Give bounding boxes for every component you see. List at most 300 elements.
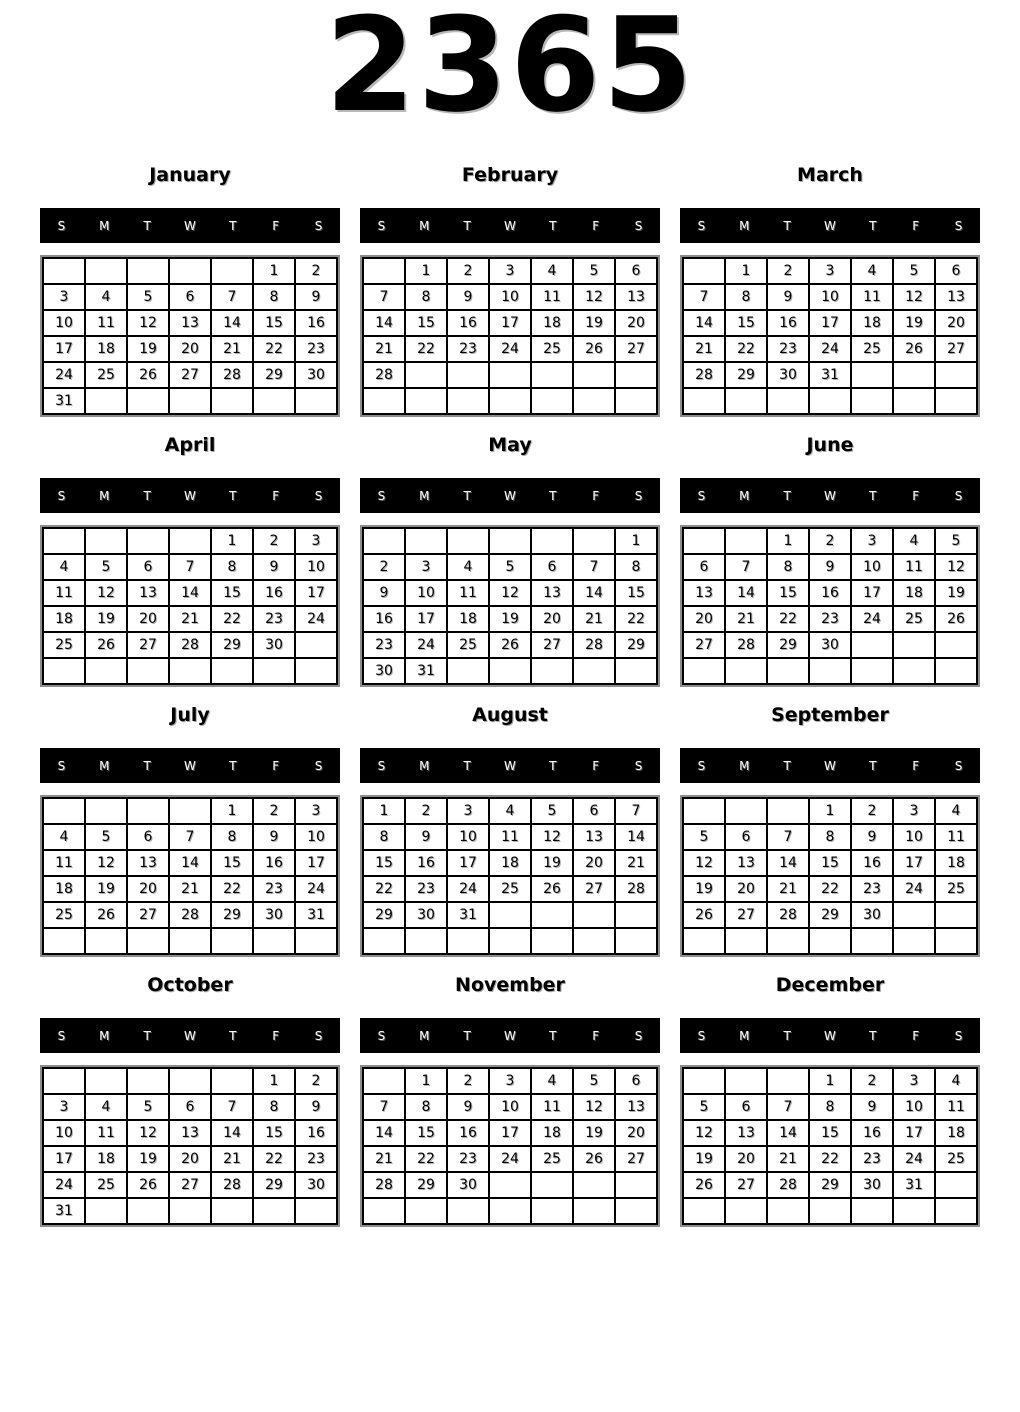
day-cell: 22 xyxy=(615,606,657,632)
empty-day-cell xyxy=(169,658,211,684)
empty-day-cell xyxy=(127,388,169,414)
empty-day-cell xyxy=(85,528,127,554)
day-cell: 10 xyxy=(43,310,85,336)
day-cell: 18 xyxy=(893,580,935,606)
empty-day-cell xyxy=(363,258,405,284)
empty-day-cell xyxy=(851,362,893,388)
day-cell: 28 xyxy=(725,632,767,658)
day-cell: 11 xyxy=(43,850,85,876)
day-cell: 12 xyxy=(893,284,935,310)
week-row xyxy=(683,580,977,606)
day-cell: 24 xyxy=(295,876,337,902)
dow-label: T xyxy=(463,488,471,503)
dow-label: T xyxy=(143,758,151,773)
day-cell: 13 xyxy=(935,284,977,310)
empty-day-cell xyxy=(725,658,767,684)
day-cell: 16 xyxy=(447,1120,489,1146)
empty-day-cell xyxy=(43,798,85,824)
day-cell: 27 xyxy=(531,632,573,658)
day-cell: 2 xyxy=(363,554,405,580)
day-cell: 18 xyxy=(43,876,85,902)
day-cell: 24 xyxy=(893,1146,935,1172)
month-table-outline xyxy=(360,255,660,417)
empty-day-cell xyxy=(893,902,935,928)
month-table-outline xyxy=(680,795,980,957)
day-cell: 23 xyxy=(767,336,809,362)
week-row xyxy=(363,928,657,954)
day-cell: 17 xyxy=(43,1146,85,1172)
day-cell: 5 xyxy=(683,1094,725,1120)
day-cell: 10 xyxy=(893,824,935,850)
empty-day-cell xyxy=(405,928,447,954)
week-row xyxy=(43,388,337,414)
day-cell: 24 xyxy=(893,876,935,902)
empty-day-cell xyxy=(809,658,851,684)
day-cell: 12 xyxy=(573,284,615,310)
day-cell: 22 xyxy=(767,606,809,632)
day-cell: 23 xyxy=(363,632,405,658)
day-cell: 2 xyxy=(809,528,851,554)
week-row xyxy=(683,1068,977,1094)
empty-day-cell xyxy=(405,1198,447,1224)
day-cell: 24 xyxy=(447,876,489,902)
week-row xyxy=(43,902,337,928)
day-cell: 17 xyxy=(295,580,337,606)
empty-day-cell xyxy=(851,658,893,684)
empty-day-cell xyxy=(253,658,295,684)
empty-day-cell xyxy=(253,388,295,414)
day-cell: 6 xyxy=(531,554,573,580)
dow-label: T xyxy=(549,218,557,233)
empty-day-cell xyxy=(127,658,169,684)
day-cell: 1 xyxy=(725,258,767,284)
empty-day-cell xyxy=(43,1068,85,1094)
day-cell: 1 xyxy=(809,1068,851,1094)
day-cell: 26 xyxy=(127,1172,169,1198)
week-row xyxy=(363,876,657,902)
dow-label: M xyxy=(99,1028,110,1043)
day-cell: 30 xyxy=(809,632,851,658)
day-cell: 25 xyxy=(43,902,85,928)
empty-day-cell xyxy=(489,928,531,954)
day-cell: 4 xyxy=(935,798,977,824)
dow-label: M xyxy=(419,758,430,773)
day-cell: 26 xyxy=(893,336,935,362)
day-cell: 26 xyxy=(127,362,169,388)
dow-label: M xyxy=(739,1028,750,1043)
day-cell: 9 xyxy=(295,1094,337,1120)
month-title: November xyxy=(455,974,565,996)
month-day-grid xyxy=(362,257,658,415)
dow-label: S xyxy=(314,218,323,233)
empty-day-cell xyxy=(43,528,85,554)
day-cell: 17 xyxy=(295,850,337,876)
month-day-grid xyxy=(362,797,658,955)
day-cell: 23 xyxy=(295,336,337,362)
day-cell: 13 xyxy=(725,1120,767,1146)
month-table-outline xyxy=(680,525,980,687)
empty-day-cell xyxy=(683,528,725,554)
week-row xyxy=(43,336,337,362)
month-table-outline xyxy=(680,255,980,417)
dow-label: M xyxy=(99,488,110,503)
day-cell: 28 xyxy=(767,902,809,928)
empty-day-cell xyxy=(447,388,489,414)
dow-label: M xyxy=(419,488,430,503)
week-row xyxy=(43,1094,337,1120)
day-cell: 4 xyxy=(531,258,573,284)
week-row xyxy=(363,658,657,684)
day-cell: 4 xyxy=(43,554,85,580)
dow-label: T xyxy=(783,218,791,233)
empty-day-cell xyxy=(43,258,85,284)
dow-label: W xyxy=(184,758,196,773)
dow-label: S xyxy=(377,1028,386,1043)
empty-day-cell xyxy=(295,632,337,658)
empty-day-cell xyxy=(211,388,253,414)
day-cell: 2 xyxy=(447,258,489,284)
day-cell: 19 xyxy=(893,310,935,336)
empty-day-cell xyxy=(851,632,893,658)
day-cell: 23 xyxy=(447,1146,489,1172)
day-cell: 2 xyxy=(295,258,337,284)
day-cell: 19 xyxy=(683,876,725,902)
empty-day-cell xyxy=(767,1198,809,1224)
day-cell: 6 xyxy=(573,798,615,824)
day-cell: 7 xyxy=(363,284,405,310)
day-cell: 5 xyxy=(573,258,615,284)
day-cell: 21 xyxy=(767,876,809,902)
day-cell: 12 xyxy=(85,850,127,876)
day-cell: 18 xyxy=(489,850,531,876)
day-cell: 11 xyxy=(935,824,977,850)
empty-day-cell xyxy=(615,658,657,684)
day-cell: 14 xyxy=(363,1120,405,1146)
dow-label: T xyxy=(143,1028,151,1043)
day-cell: 4 xyxy=(447,554,489,580)
day-cell: 24 xyxy=(295,606,337,632)
day-cell: 25 xyxy=(893,606,935,632)
week-row xyxy=(43,554,337,580)
week-row xyxy=(683,1120,977,1146)
day-cell: 26 xyxy=(683,1172,725,1198)
day-cell: 26 xyxy=(85,902,127,928)
day-cell: 18 xyxy=(85,1146,127,1172)
day-cell: 27 xyxy=(615,336,657,362)
empty-day-cell xyxy=(573,902,615,928)
empty-day-cell xyxy=(809,1198,851,1224)
day-cell: 19 xyxy=(531,850,573,876)
day-cell: 29 xyxy=(725,362,767,388)
day-cell: 3 xyxy=(489,1068,531,1094)
day-cell: 26 xyxy=(573,336,615,362)
day-cell: 29 xyxy=(809,902,851,928)
dow-label: T xyxy=(463,218,471,233)
week-row xyxy=(683,824,977,850)
week-row xyxy=(683,1146,977,1172)
week-row xyxy=(363,1094,657,1120)
day-cell: 20 xyxy=(573,850,615,876)
day-cell: 24 xyxy=(851,606,893,632)
week-row xyxy=(683,632,977,658)
week-row xyxy=(43,1172,337,1198)
dow-bar xyxy=(40,748,340,783)
day-cell: 25 xyxy=(935,1146,977,1172)
week-row xyxy=(363,336,657,362)
dow-label: S xyxy=(697,758,706,773)
empty-day-cell xyxy=(935,362,977,388)
day-cell: 18 xyxy=(531,310,573,336)
day-cell: 9 xyxy=(295,284,337,310)
day-cell: 15 xyxy=(767,580,809,606)
dow-label: M xyxy=(739,488,750,503)
week-row xyxy=(683,928,977,954)
week-row xyxy=(43,632,337,658)
dow-label: S xyxy=(634,218,643,233)
empty-day-cell xyxy=(573,1172,615,1198)
day-cell: 26 xyxy=(935,606,977,632)
empty-day-cell xyxy=(363,528,405,554)
empty-day-cell xyxy=(767,388,809,414)
empty-day-cell xyxy=(169,1198,211,1224)
day-cell: 31 xyxy=(43,388,85,414)
day-cell: 7 xyxy=(615,798,657,824)
month-day-grid xyxy=(42,797,338,955)
empty-day-cell xyxy=(531,1198,573,1224)
dow-bar xyxy=(680,1018,980,1053)
dow-label: W xyxy=(824,758,836,773)
week-row xyxy=(683,850,977,876)
empty-day-cell xyxy=(169,388,211,414)
day-cell: 28 xyxy=(169,902,211,928)
week-row xyxy=(683,528,977,554)
dow-label: W xyxy=(184,488,196,503)
day-cell: 20 xyxy=(531,606,573,632)
empty-day-cell xyxy=(489,902,531,928)
day-cell: 30 xyxy=(363,658,405,684)
dow-label: F xyxy=(912,218,920,233)
day-cell: 8 xyxy=(253,284,295,310)
day-cell: 22 xyxy=(363,876,405,902)
day-cell: 26 xyxy=(85,632,127,658)
empty-day-cell xyxy=(169,798,211,824)
day-cell: 11 xyxy=(447,580,489,606)
dow-bar xyxy=(360,478,660,513)
month-block xyxy=(680,695,980,957)
day-cell: 30 xyxy=(767,362,809,388)
day-cell: 25 xyxy=(489,876,531,902)
day-cell: 8 xyxy=(405,284,447,310)
day-cell: 1 xyxy=(405,258,447,284)
month-title: September xyxy=(771,704,889,726)
week-row xyxy=(363,632,657,658)
day-cell: 19 xyxy=(85,876,127,902)
day-cell: 16 xyxy=(363,606,405,632)
dow-label: S xyxy=(697,488,706,503)
day-cell: 9 xyxy=(253,824,295,850)
empty-day-cell xyxy=(295,928,337,954)
empty-day-cell xyxy=(295,658,337,684)
empty-day-cell xyxy=(489,528,531,554)
week-row xyxy=(43,606,337,632)
day-cell: 22 xyxy=(211,876,253,902)
dow-label: T xyxy=(549,488,557,503)
day-cell: 31 xyxy=(893,1172,935,1198)
week-row xyxy=(363,310,657,336)
day-cell: 9 xyxy=(447,1094,489,1120)
day-cell: 3 xyxy=(489,258,531,284)
week-row xyxy=(683,606,977,632)
day-cell: 18 xyxy=(447,606,489,632)
empty-day-cell xyxy=(405,362,447,388)
day-cell: 1 xyxy=(615,528,657,554)
dow-label: S xyxy=(314,488,323,503)
day-cell: 5 xyxy=(893,258,935,284)
day-cell: 11 xyxy=(489,824,531,850)
day-cell: 30 xyxy=(851,1172,893,1198)
dow-label: T xyxy=(869,758,877,773)
day-cell: 21 xyxy=(573,606,615,632)
empty-day-cell xyxy=(683,798,725,824)
day-cell: 6 xyxy=(725,824,767,850)
week-row xyxy=(683,284,977,310)
empty-day-cell xyxy=(447,528,489,554)
empty-day-cell xyxy=(447,1198,489,1224)
day-cell: 13 xyxy=(573,824,615,850)
week-row xyxy=(683,1094,977,1120)
empty-day-cell xyxy=(615,902,657,928)
dow-label: T xyxy=(229,218,237,233)
day-cell: 29 xyxy=(767,632,809,658)
day-cell: 27 xyxy=(683,632,725,658)
empty-day-cell xyxy=(767,1068,809,1094)
day-cell: 27 xyxy=(935,336,977,362)
day-cell: 9 xyxy=(851,1094,893,1120)
week-row xyxy=(363,824,657,850)
empty-day-cell xyxy=(809,388,851,414)
day-cell: 14 xyxy=(363,310,405,336)
day-cell: 27 xyxy=(127,902,169,928)
day-cell: 17 xyxy=(43,336,85,362)
day-cell: 11 xyxy=(851,284,893,310)
day-cell: 10 xyxy=(489,284,531,310)
week-row xyxy=(683,1198,977,1224)
empty-day-cell xyxy=(683,1198,725,1224)
empty-day-cell xyxy=(615,1172,657,1198)
day-cell: 24 xyxy=(405,632,447,658)
empty-day-cell xyxy=(725,528,767,554)
week-row xyxy=(683,876,977,902)
day-cell: 19 xyxy=(683,1146,725,1172)
day-cell: 1 xyxy=(363,798,405,824)
day-cell: 7 xyxy=(169,554,211,580)
month-day-grid xyxy=(42,1067,338,1225)
day-cell: 14 xyxy=(725,580,767,606)
day-cell: 27 xyxy=(725,902,767,928)
day-cell: 25 xyxy=(935,876,977,902)
day-cell: 4 xyxy=(43,824,85,850)
day-cell: 28 xyxy=(169,632,211,658)
day-cell: 8 xyxy=(211,824,253,850)
day-cell: 8 xyxy=(405,1094,447,1120)
day-cell: 8 xyxy=(809,824,851,850)
empty-day-cell xyxy=(169,1068,211,1094)
day-cell: 8 xyxy=(615,554,657,580)
day-cell: 3 xyxy=(43,284,85,310)
day-cell: 11 xyxy=(531,1094,573,1120)
dow-label: S xyxy=(954,218,963,233)
day-cell: 1 xyxy=(211,528,253,554)
empty-day-cell xyxy=(363,928,405,954)
dow-label: M xyxy=(99,758,110,773)
day-cell: 14 xyxy=(573,580,615,606)
day-cell: 25 xyxy=(447,632,489,658)
empty-day-cell xyxy=(489,388,531,414)
day-cell: 24 xyxy=(489,336,531,362)
empty-day-cell xyxy=(127,1198,169,1224)
month-block xyxy=(360,695,660,957)
empty-day-cell xyxy=(169,928,211,954)
day-cell: 16 xyxy=(253,850,295,876)
empty-day-cell xyxy=(809,928,851,954)
empty-day-cell xyxy=(531,388,573,414)
day-cell: 23 xyxy=(851,876,893,902)
day-cell: 11 xyxy=(893,554,935,580)
week-row xyxy=(43,284,337,310)
day-cell: 14 xyxy=(169,580,211,606)
day-cell: 2 xyxy=(405,798,447,824)
dow-label: M xyxy=(739,218,750,233)
day-cell: 20 xyxy=(127,606,169,632)
empty-day-cell xyxy=(615,388,657,414)
dow-label: F xyxy=(912,488,920,503)
day-cell: 1 xyxy=(405,1068,447,1094)
day-cell: 12 xyxy=(683,850,725,876)
day-cell: 8 xyxy=(211,554,253,580)
day-cell: 17 xyxy=(851,580,893,606)
week-row xyxy=(43,928,337,954)
dow-label: W xyxy=(184,218,196,233)
day-cell: 25 xyxy=(43,632,85,658)
dow-label: F xyxy=(912,1028,920,1043)
day-cell: 29 xyxy=(615,632,657,658)
day-cell: 29 xyxy=(211,902,253,928)
day-cell: 21 xyxy=(683,336,725,362)
dow-label: W xyxy=(504,488,516,503)
day-cell: 11 xyxy=(85,1120,127,1146)
week-row xyxy=(43,258,337,284)
day-cell: 23 xyxy=(253,606,295,632)
week-row xyxy=(43,362,337,388)
day-cell: 20 xyxy=(725,1146,767,1172)
day-cell: 27 xyxy=(127,632,169,658)
day-cell: 19 xyxy=(573,1120,615,1146)
day-cell: 7 xyxy=(363,1094,405,1120)
week-row xyxy=(363,554,657,580)
day-cell: 16 xyxy=(253,580,295,606)
month-table-outline xyxy=(360,1065,660,1227)
day-cell: 10 xyxy=(893,1094,935,1120)
day-cell: 19 xyxy=(85,606,127,632)
day-cell: 15 xyxy=(725,310,767,336)
day-cell: 7 xyxy=(169,824,211,850)
day-cell: 23 xyxy=(851,1146,893,1172)
day-cell: 13 xyxy=(169,1120,211,1146)
day-cell: 5 xyxy=(489,554,531,580)
dow-label: F xyxy=(272,218,280,233)
week-row xyxy=(43,798,337,824)
dow-label: T xyxy=(463,1028,471,1043)
